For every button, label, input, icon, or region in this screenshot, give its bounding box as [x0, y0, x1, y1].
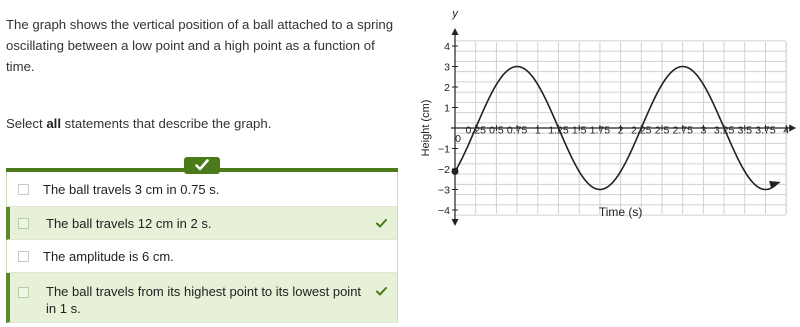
x-tick-label: 2.25	[631, 124, 652, 137]
x-tick-label: 3.5	[737, 124, 753, 137]
x-tick-label: 0.5	[489, 124, 504, 137]
x-tick-label: 2.5	[654, 124, 670, 137]
checkmark-icon	[376, 287, 387, 296]
y-tick-label: 1	[444, 102, 450, 115]
option-label: The ball travels 12 cm in 2 s.	[46, 215, 212, 231]
x-tick-label: 2.75	[672, 124, 693, 137]
y-tick-label: −1	[438, 143, 450, 156]
answer-option-3[interactable]	[6, 240, 398, 273]
y-tick-label: 4	[444, 41, 450, 53]
y-axis-arrow-icon	[452, 28, 459, 35]
spring-oscillation-graph	[415, 0, 800, 227]
x-tick-label: 3	[700, 124, 707, 137]
option-checkbox[interactable]	[18, 287, 29, 298]
x-origin-label: 0	[455, 133, 461, 145]
x-tick-label: 3.25	[713, 124, 735, 137]
x-tick-label: 1.75	[589, 124, 611, 137]
instruction-suffix: statements that describe the graph.	[61, 116, 272, 131]
checkmark-icon	[376, 219, 387, 228]
y-tick-label: 2	[444, 82, 450, 94]
x-tick-label: 2	[617, 124, 624, 137]
option-label: The ball travels 3 cm in 0.75 s.	[43, 181, 220, 197]
y-tick-label: −3	[438, 184, 450, 197]
x-axis-arrow-icon	[789, 125, 796, 132]
series-start-point	[452, 168, 459, 175]
x-tick-label: 4	[783, 124, 790, 137]
option-label: The amplitude is 6 cm.	[43, 248, 174, 264]
question-prompt: The graph shows the vertical position of a ball attached to a spring oscillating between a low point and a high point as a function of time.	[6, 17, 394, 74]
y-tick-label: −4	[438, 205, 450, 217]
x-tick-label: 3.75	[755, 124, 776, 137]
x-axis-title: Time (s)	[598, 205, 643, 219]
checkmark-icon	[195, 159, 209, 171]
question-instruction	[6, 116, 271, 131]
y-tick-label: −2	[438, 164, 450, 176]
option-checkbox[interactable]	[18, 251, 29, 262]
answer-option-1[interactable]	[6, 172, 398, 207]
y-axis-title: Height (cm)	[420, 99, 432, 157]
x-tick-label: 1.5	[571, 124, 587, 137]
option-checkbox[interactable]	[18, 184, 29, 195]
x-tick-label: 1.25	[548, 124, 569, 137]
y-axis-arrow-icon	[452, 219, 459, 226]
x-tick-label: 0.75	[506, 124, 528, 137]
answer-option-2[interactable]	[6, 207, 398, 240]
option-checkbox[interactable]	[18, 218, 29, 229]
option-label: The ball travels from its highest point to its lowest point in 1 s.	[46, 284, 362, 316]
answer-option-4[interactable]	[6, 273, 398, 323]
instruction-bold: all	[46, 116, 61, 131]
x-tick-label: 0.25	[465, 124, 486, 137]
y-axis-variable-label: y	[452, 8, 458, 20]
answer-list	[6, 168, 398, 323]
x-tick-label: 1	[534, 124, 541, 137]
y-tick-label: 3	[444, 61, 450, 74]
instruction-prefix: Select	[6, 116, 47, 131]
